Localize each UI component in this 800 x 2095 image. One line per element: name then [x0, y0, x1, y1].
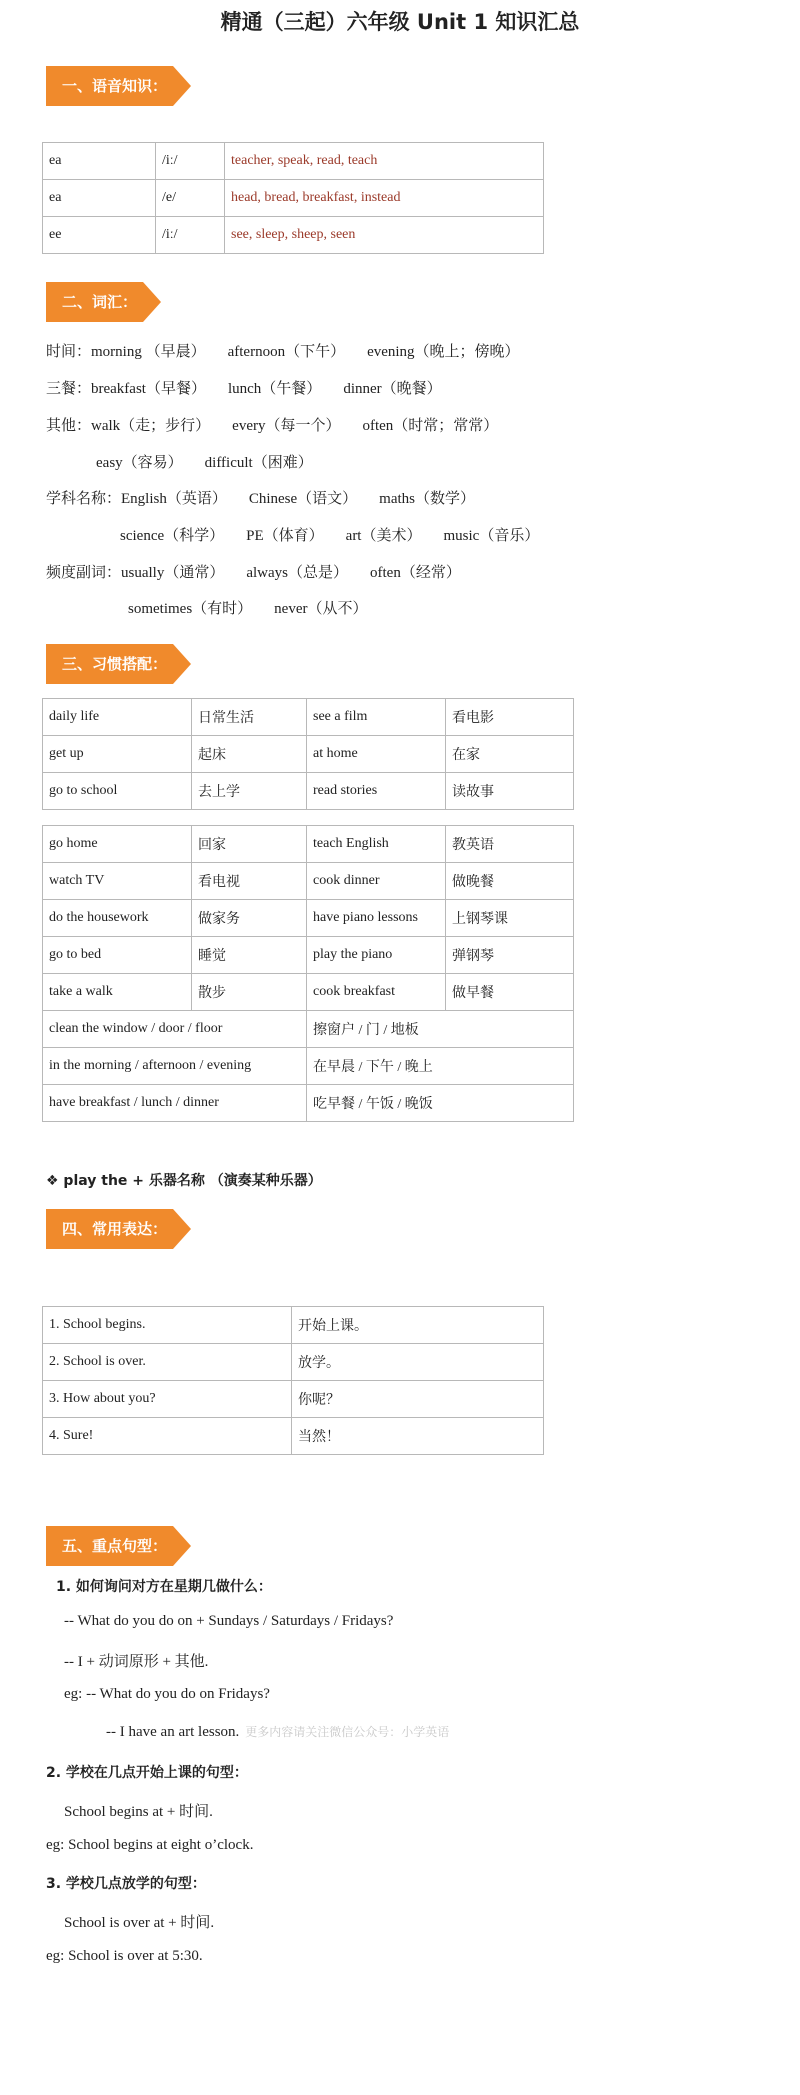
table-row: watch TV 看电视 cook dinner 做晚餐 [43, 863, 574, 900]
table-row: 1. School begins. 开始上课。 [43, 1307, 544, 1344]
pattern-line: eg: -- What do you do on Fridays? [64, 1686, 270, 1702]
pattern-2-title: 2. 学校在几点开始上课的句型： [46, 1765, 248, 1781]
vocab-line: sometimes（有时） never（从不） [128, 601, 368, 617]
table-row [43, 217, 544, 254]
play-instrument-note: ❖ play the + 乐器名称 （演奏某种乐器） [46, 1173, 322, 1189]
section-banner-sentence-patterns: 五、重点句型： [46, 1526, 191, 1566]
table-row: in the morning / afternoon / evening 在早晨 / 下午 / 晚上 [43, 1048, 574, 1085]
table-cell: ee [43, 217, 156, 254]
phonics-table [42, 142, 544, 254]
pattern-line: -- What do you do on + Sundays / Saturdays / Fridays? [64, 1613, 394, 1629]
table-row [43, 143, 544, 180]
vocab-line: 其他：walk（走；步行） every（每一个） often（时常；常常） [46, 418, 499, 434]
table-row: go to school 去上学 read stories 读故事 [43, 773, 574, 810]
collocation-table-b [42, 825, 574, 1122]
collocation-table-a [42, 698, 574, 810]
table-cell: /e/ [156, 180, 225, 217]
section-banner-collocations: 三、习惯搭配： [46, 644, 191, 684]
table-cell: ea [43, 143, 156, 180]
vocab-line: 三餐：breakfast（早餐） lunch（午餐） dinner（晚餐） [46, 381, 442, 397]
table-row: 2. School is over. 放学。 [43, 1344, 544, 1381]
vocab-line: 时间：morning （早晨） afternoon（下午） evening（晚上；傍晚） [46, 344, 520, 360]
table-row: clean the window / door / floor 擦窗户 / 门 / 地板 [43, 1011, 574, 1048]
section-banner-expressions: 四、常用表达： [46, 1209, 191, 1249]
expressions-table [42, 1306, 544, 1455]
table-row: have breakfast / lunch / dinner 吃早餐 / 午饭 / 晚饭 [43, 1085, 574, 1122]
table-row: do the housework 做家务 have piano lessons 上钢琴课 [43, 900, 574, 937]
vocab-line: 频度副词：usually（通常） always（总是） often（经常） [46, 565, 461, 581]
table-row: 3. How about you? 你呢？ [43, 1381, 544, 1418]
pattern-line: School begins at + 时间. [64, 1804, 213, 1820]
table-row: get up 起床 at home 在家 [43, 736, 574, 773]
table-row [43, 180, 544, 217]
section-banner-vocabulary: 二、词汇： [46, 282, 161, 322]
pattern-3-title: 3. 学校几点放学的句型： [46, 1876, 206, 1892]
pattern-line: School is over at + 时间. [64, 1915, 215, 1931]
table-cell: teacher, speak, read, teach [225, 143, 544, 180]
table-cell: see, sleep, sheep, seen [225, 217, 544, 254]
table-row: take a walk 散步 cook breakfast 做早餐 [43, 974, 574, 1011]
vocab-line: easy（容易） difficult（困难） [96, 455, 313, 471]
table-row: 4. Sure! 当然！ [43, 1418, 544, 1455]
vocab-line: 学科名称：English（英语） Chinese（语文） maths（数学） [46, 491, 476, 507]
table-cell: head, bread, breakfast, instead [225, 180, 544, 217]
table-cell: ea [43, 180, 156, 217]
watermark: 更多内容请关注微信公众号：小学英语 [245, 1725, 450, 1739]
pattern-line: eg: School begins at eight o’clock. [46, 1837, 254, 1853]
page-title: 精通（三起）六年级 Unit 1 知识汇总 [220, 10, 580, 34]
pattern-line: -- I have an art lesson. 更多内容请关注微信公众号：小学英语 [106, 1724, 450, 1740]
pattern-line: -- I + 动词原形 + 其他. [64, 1654, 209, 1670]
table-cell: /iː/ [156, 217, 225, 254]
table-row: go home 回家 teach English 教英语 [43, 826, 574, 863]
pattern-line: eg: School is over at 5:30. [46, 1948, 203, 1964]
vocab-line: science（科学） PE（体育） art（美术） music（音乐） [120, 528, 540, 544]
table-row: daily life 日常生活 see a film 看电影 [43, 699, 574, 736]
pattern-1-title: 1. 如何询问对方在星期几做什么： [56, 1579, 272, 1595]
section-banner-phonics: 一、语音知识： [46, 66, 191, 106]
table-row: go to bed 睡觉 play the piano 弹钢琴 [43, 937, 574, 974]
table-cell: /iː/ [156, 143, 225, 180]
